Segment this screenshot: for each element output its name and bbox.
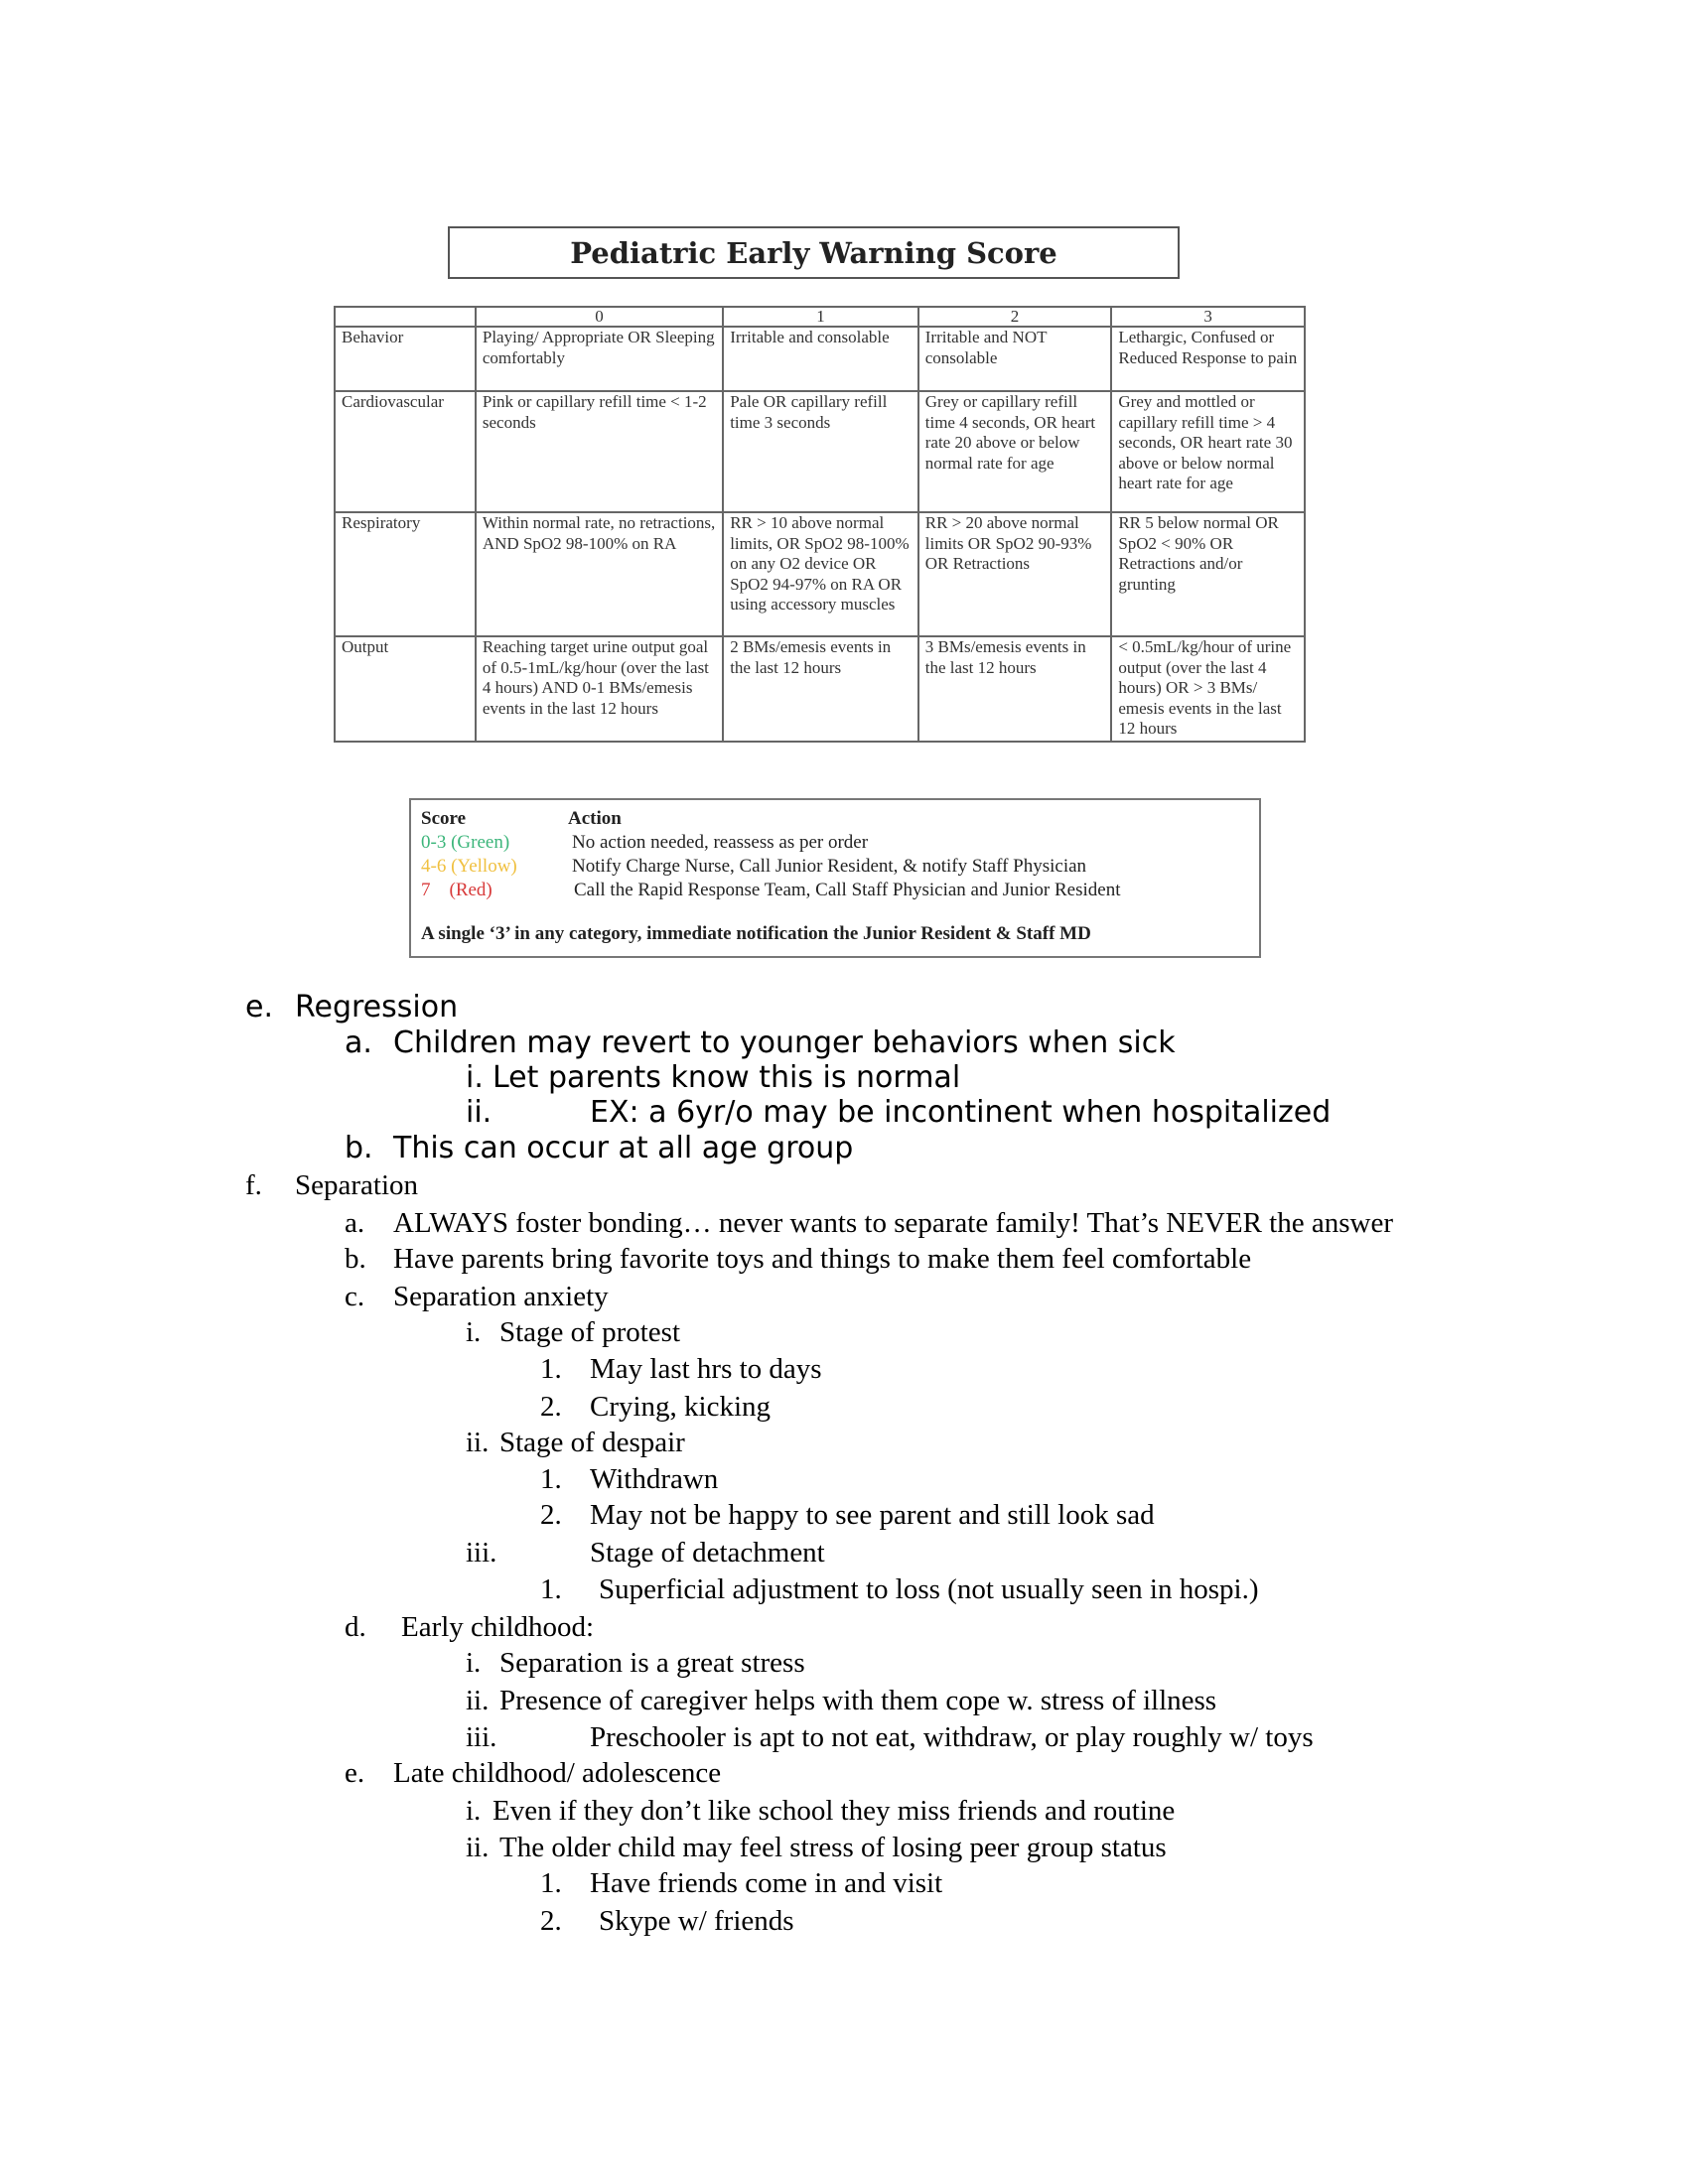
column-header: 3 xyxy=(1111,307,1305,327)
list-marker: 1. xyxy=(540,1463,562,1495)
table-cell: RR 5 below normal OR SpO2 < 90% OR Retractions and/or grunting xyxy=(1111,512,1305,636)
table-cell: RR > 10 above normal limits, OR SpO2 98-100% on any O2 device OR SpO2 94-97% on RA OR using accessory muscles xyxy=(723,512,918,636)
action-yellow: Notify Charge Nurse, Call Junior Resident, & notify Staff Physician xyxy=(572,856,1087,877)
table-cell: 2 BMs/emesis events in the last 12 hours xyxy=(723,636,918,742)
list-marker: i. xyxy=(466,1647,482,1679)
score-action-box xyxy=(409,798,1261,958)
column-header xyxy=(335,307,476,327)
table-row xyxy=(335,391,1305,512)
table-row xyxy=(335,327,1305,391)
list-marker: e. xyxy=(245,990,273,1024)
table-cell: Within normal rate, no retractions, AND SpO2 98-100% on RA xyxy=(476,512,723,636)
action-header: Action xyxy=(568,808,622,829)
action-green: No action needed, reassess as per order xyxy=(572,832,869,853)
column-header: 2 xyxy=(918,307,1112,327)
list-text: Separation anxiety xyxy=(393,1281,609,1312)
list-marker: 2. xyxy=(540,1905,562,1937)
table-cell: < 0.5mL/kg/hour of urine output (over the last 4 hours) OR > 3 BMs/ emesis events in the last 12 hours xyxy=(1111,636,1305,742)
action-red: Call the Rapid Response Team, Call Staff Physician and Junior Resident xyxy=(574,880,1121,900)
table-header-row xyxy=(335,307,1305,327)
list-marker: d. xyxy=(345,1611,366,1643)
table-cell: Pale OR capillary refill time 3 seconds xyxy=(723,391,918,512)
list-marker: i. xyxy=(466,1060,484,1095)
list-marker: f. xyxy=(245,1169,262,1201)
list-text: Separation is a great stress xyxy=(499,1647,805,1679)
list-text: Superficial adjustment to loss (not usually seen in hospi.) xyxy=(599,1573,1259,1605)
list-text: Skype w/ friends xyxy=(599,1905,794,1937)
list-text: Let parents know this is normal xyxy=(492,1060,961,1095)
list-text: Presence of caregiver helps with them cope w. stress of illness xyxy=(499,1685,1217,1716)
list-text: Separation xyxy=(295,1169,419,1201)
list-marker: i. xyxy=(466,1316,482,1348)
table-row xyxy=(335,512,1305,636)
list-marker: e. xyxy=(345,1757,365,1789)
list-text: Children may revert to younger behaviors when sick xyxy=(393,1025,1176,1060)
list-text: May not be happy to see parent and still look sad xyxy=(590,1499,1155,1531)
list-marker: 1. xyxy=(540,1353,562,1385)
row-category: Output xyxy=(335,636,476,742)
table-cell: Irritable and consolable xyxy=(723,327,918,391)
list-marker: i. xyxy=(466,1795,482,1827)
list-text: Crying, kicking xyxy=(590,1391,772,1423)
list-text: Preschooler is apt to not eat, withdraw, or play roughly w/ toys xyxy=(590,1721,1314,1753)
list-text: Stage of detachment xyxy=(590,1537,825,1569)
column-header: 1 xyxy=(723,307,918,327)
row-category: Cardiovascular xyxy=(335,391,476,512)
single-three-note: A single ‘3’ in any category, immediate notification the Junior Resident & Staff MD xyxy=(421,923,1091,944)
list-text: May last hrs to days xyxy=(590,1353,822,1385)
column-header: 0 xyxy=(476,307,723,327)
list-text: Stage of protest xyxy=(499,1316,681,1348)
row-category: Behavior xyxy=(335,327,476,391)
list-marker: 1. xyxy=(540,1867,562,1899)
pews-title: Pediatric Early Warning Score xyxy=(448,226,1180,279)
score-header: Score xyxy=(421,808,467,829)
table-row xyxy=(335,636,1305,742)
list-text: Have friends come in and visit xyxy=(590,1867,943,1899)
list-marker: ii. xyxy=(466,1095,492,1130)
score-green: 0-3 (Green) xyxy=(421,832,510,853)
list-marker: iii. xyxy=(466,1537,497,1569)
table-cell: Grey or capillary refill time 4 seconds, OR heart rate 20 above or below normal rate for age xyxy=(918,391,1112,512)
list-marker: ii. xyxy=(466,1832,490,1863)
list-marker: 2. xyxy=(540,1499,562,1531)
list-text: Late childhood/ adolescence xyxy=(393,1757,722,1789)
list-text: ALWAYS foster bonding… never wants to separate family! That’s NEVER the answer xyxy=(393,1207,1393,1239)
table-cell: Playing/ Appropriate OR Sleeping comfortably xyxy=(476,327,723,391)
score-red: 7 (Red) xyxy=(421,880,492,900)
list-text: EX: a 6yr/o may be incontinent when hospitalized xyxy=(590,1095,1332,1130)
list-text: Even if they don’t like school they miss friends and routine xyxy=(492,1795,1176,1827)
table-cell: RR > 20 above normal limits OR SpO2 90-93% OR Retractions xyxy=(918,512,1112,636)
list-text: The older child may feel stress of losing peer group status xyxy=(499,1832,1167,1863)
list-text: Regression xyxy=(295,990,459,1024)
table-cell: Grey and mottled or capillary refill time > 4 seconds, OR heart rate 30 above or below normal heart rate for age xyxy=(1111,391,1305,512)
pews-table xyxy=(334,306,1306,743)
list-marker: 2. xyxy=(540,1391,562,1423)
list-marker: 1. xyxy=(540,1573,562,1605)
table-cell: Irritable and NOT consolable xyxy=(918,327,1112,391)
list-text: Early childhood: xyxy=(401,1611,595,1643)
list-marker: ii. xyxy=(466,1685,490,1716)
list-marker: b. xyxy=(345,1131,373,1165)
list-text: This can occur at all age group xyxy=(393,1131,854,1165)
score-yellow: 4-6 (Yellow) xyxy=(421,856,517,877)
list-marker: a. xyxy=(345,1207,365,1239)
table-cell: Lethargic, Confused or Reduced Response to pain xyxy=(1111,327,1305,391)
list-marker: a. xyxy=(345,1025,372,1060)
list-text: Withdrawn xyxy=(590,1463,719,1495)
table-cell: Pink or capillary refill time < 1-2 seconds xyxy=(476,391,723,512)
list-marker: ii. xyxy=(466,1427,490,1458)
row-category: Respiratory xyxy=(335,512,476,636)
table-cell: 3 BMs/emesis events in the last 12 hours xyxy=(918,636,1112,742)
table-cell: Reaching target urine output goal of 0.5-1mL/kg/hour (over the last 4 hours) AND 0-1 BMs/emesis events in the last 12 hours xyxy=(476,636,723,742)
list-marker: iii. xyxy=(466,1721,497,1753)
list-text: Stage of despair xyxy=(499,1427,685,1458)
list-text: Have parents bring favorite toys and things to make them feel comfortable xyxy=(393,1243,1252,1275)
list-marker: c. xyxy=(345,1281,365,1312)
list-marker: b. xyxy=(345,1243,366,1275)
